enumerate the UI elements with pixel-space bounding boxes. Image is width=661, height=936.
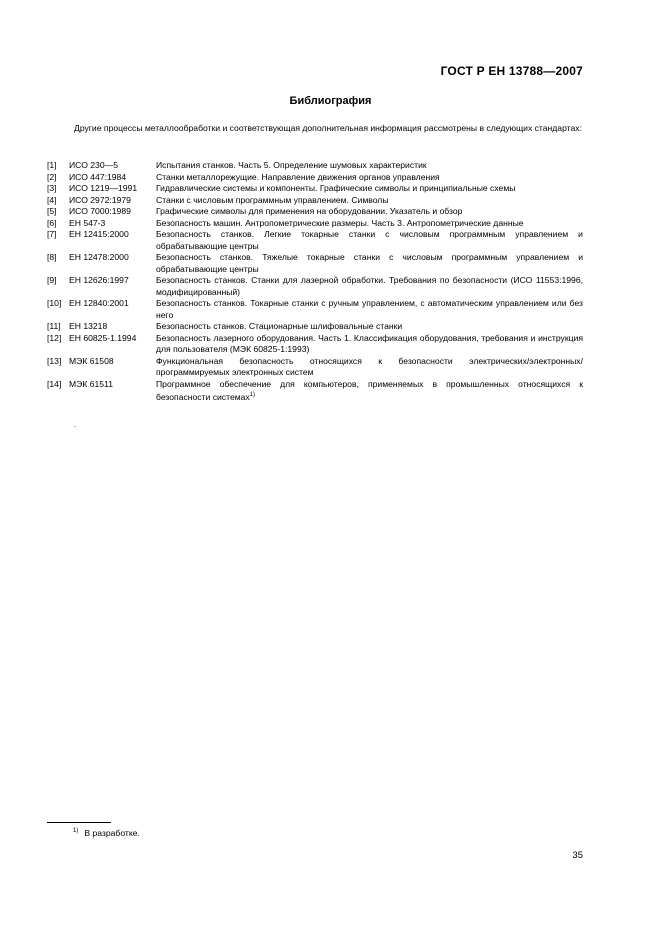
reference-description: Безопасность станков. Легкие токарные станки с числовым программным управлением и обрабатывающие центры bbox=[156, 229, 583, 251]
reference-number: [2] bbox=[47, 171, 57, 182]
reference-item bbox=[47, 195, 583, 207]
reference-code: ИСО 1219—1991 bbox=[69, 183, 138, 193]
intro-paragraph: Другие процессы металлообработки и соответствующая дополнительная информация рассмотрены в следующих стандартах: bbox=[74, 123, 582, 133]
reference-description: Гидравлические системы и компоненты. Графические символы и принципиальные схемы bbox=[156, 183, 516, 193]
page-number: 35 bbox=[572, 850, 583, 861]
footnote-text: В разработке. bbox=[84, 828, 140, 838]
reference-item bbox=[47, 206, 583, 218]
reference-code: ИСО 230—5 bbox=[69, 160, 118, 170]
reference-description: Станки металлорежущие. Направление движения органов управления bbox=[156, 171, 440, 182]
reference-code: ЕН 547-3 bbox=[69, 217, 106, 228]
reference-description: Безопасность станков. Токарные станки с ручным управлением, с автоматическим управлением или без него bbox=[156, 298, 583, 320]
reference-number: [11] bbox=[47, 321, 61, 331]
reference-description: Безопасность лазерного оборудования. Часть 1. Классификация оборудования, требования и инструкция для пользователя (МЭК 60825-1:1993) bbox=[156, 332, 583, 354]
reference-description: Безопасность станков. Тяжелые токарные станки с числовым программным управлением и обрабатывающие центры bbox=[156, 252, 583, 274]
reference-list bbox=[47, 160, 583, 404]
reference-description bbox=[156, 379, 583, 404]
reference-code: МЭК 61508 bbox=[69, 355, 114, 366]
reference-item bbox=[47, 218, 583, 230]
reference-code: ЕН 60825-1.1994 bbox=[69, 332, 137, 343]
reference-code: ЕН 12478:2000 bbox=[69, 252, 129, 262]
reference-number: [3] bbox=[47, 183, 57, 193]
reference-number: [5] bbox=[47, 206, 57, 216]
reference-description-text: Программное обеспечение для компьютеров, применяемых в промышленных относящихся к безопасности системах bbox=[156, 378, 583, 402]
reference-code: ЕН 13218 bbox=[69, 321, 108, 331]
reference-number: [1] bbox=[47, 160, 57, 170]
reference-code: ИСО 2972:1979 bbox=[69, 194, 131, 205]
reference-description: Станки с числовым программным управлением. Символы bbox=[156, 194, 389, 205]
reference-item bbox=[47, 356, 583, 379]
reference-number: [14] bbox=[47, 378, 62, 389]
footnote-reference-mark: 1) bbox=[249, 392, 256, 398]
reference-item bbox=[47, 252, 583, 275]
reference-number: [7] bbox=[47, 229, 57, 239]
reference-item bbox=[47, 229, 583, 252]
reference-code: МЭК 61511 bbox=[69, 378, 113, 389]
reference-code: ЕН 12840:2001 bbox=[69, 298, 129, 308]
reference-code: ЕН 12626:1997 bbox=[69, 275, 129, 285]
reference-number: [4] bbox=[47, 194, 57, 205]
reference-description: Безопасность станков. Стационарные шлифовальные станки bbox=[156, 321, 403, 331]
reference-code: ИСО 7000:1989 bbox=[69, 206, 131, 216]
reference-number: [10] bbox=[47, 298, 62, 308]
reference-number: [12] bbox=[47, 332, 62, 343]
reference-number: [6] bbox=[47, 217, 57, 228]
reference-code: ЕН 12415:2000 bbox=[69, 229, 129, 239]
stray-mark: . bbox=[74, 420, 77, 429]
reference-description: Графические символы для применения на оборудовании. Указатель и обзор bbox=[156, 206, 463, 216]
footnote-divider bbox=[47, 822, 111, 823]
reference-item bbox=[47, 333, 583, 356]
reference-description: Безопасность машин. Антропометрические размеры. Часть 3. Антропометрические данные bbox=[156, 217, 524, 228]
footnote bbox=[73, 828, 140, 838]
reference-item bbox=[47, 379, 583, 404]
standard-code-header: ГОСТ Р ЕН 13788—2007 bbox=[440, 64, 583, 78]
page-title: Библиография bbox=[289, 95, 372, 107]
reference-code: ИСО 447:1984 bbox=[69, 171, 127, 182]
reference-item bbox=[47, 183, 583, 195]
reference-number: [13] bbox=[47, 355, 62, 366]
reference-description: Функциональная безопасность относящихся к безопасности электрических/электронных/программируемых электронных систем bbox=[156, 355, 583, 377]
reference-number: [9] bbox=[47, 275, 57, 285]
reference-item bbox=[47, 321, 583, 333]
reference-item bbox=[47, 172, 583, 184]
reference-number: [8] bbox=[47, 252, 57, 262]
reference-description: Испытания станков. Часть 5. Определение шумовых характеристик bbox=[156, 160, 427, 170]
reference-item bbox=[47, 275, 583, 298]
reference-description: Безопасность станков. Станки для лазерной обработки. Требования по безопасности (ИСО 11553:1996, модифицированный) bbox=[156, 275, 583, 297]
reference-item bbox=[47, 298, 583, 321]
footnote-mark: 1) bbox=[73, 828, 79, 834]
reference-item bbox=[47, 160, 583, 172]
